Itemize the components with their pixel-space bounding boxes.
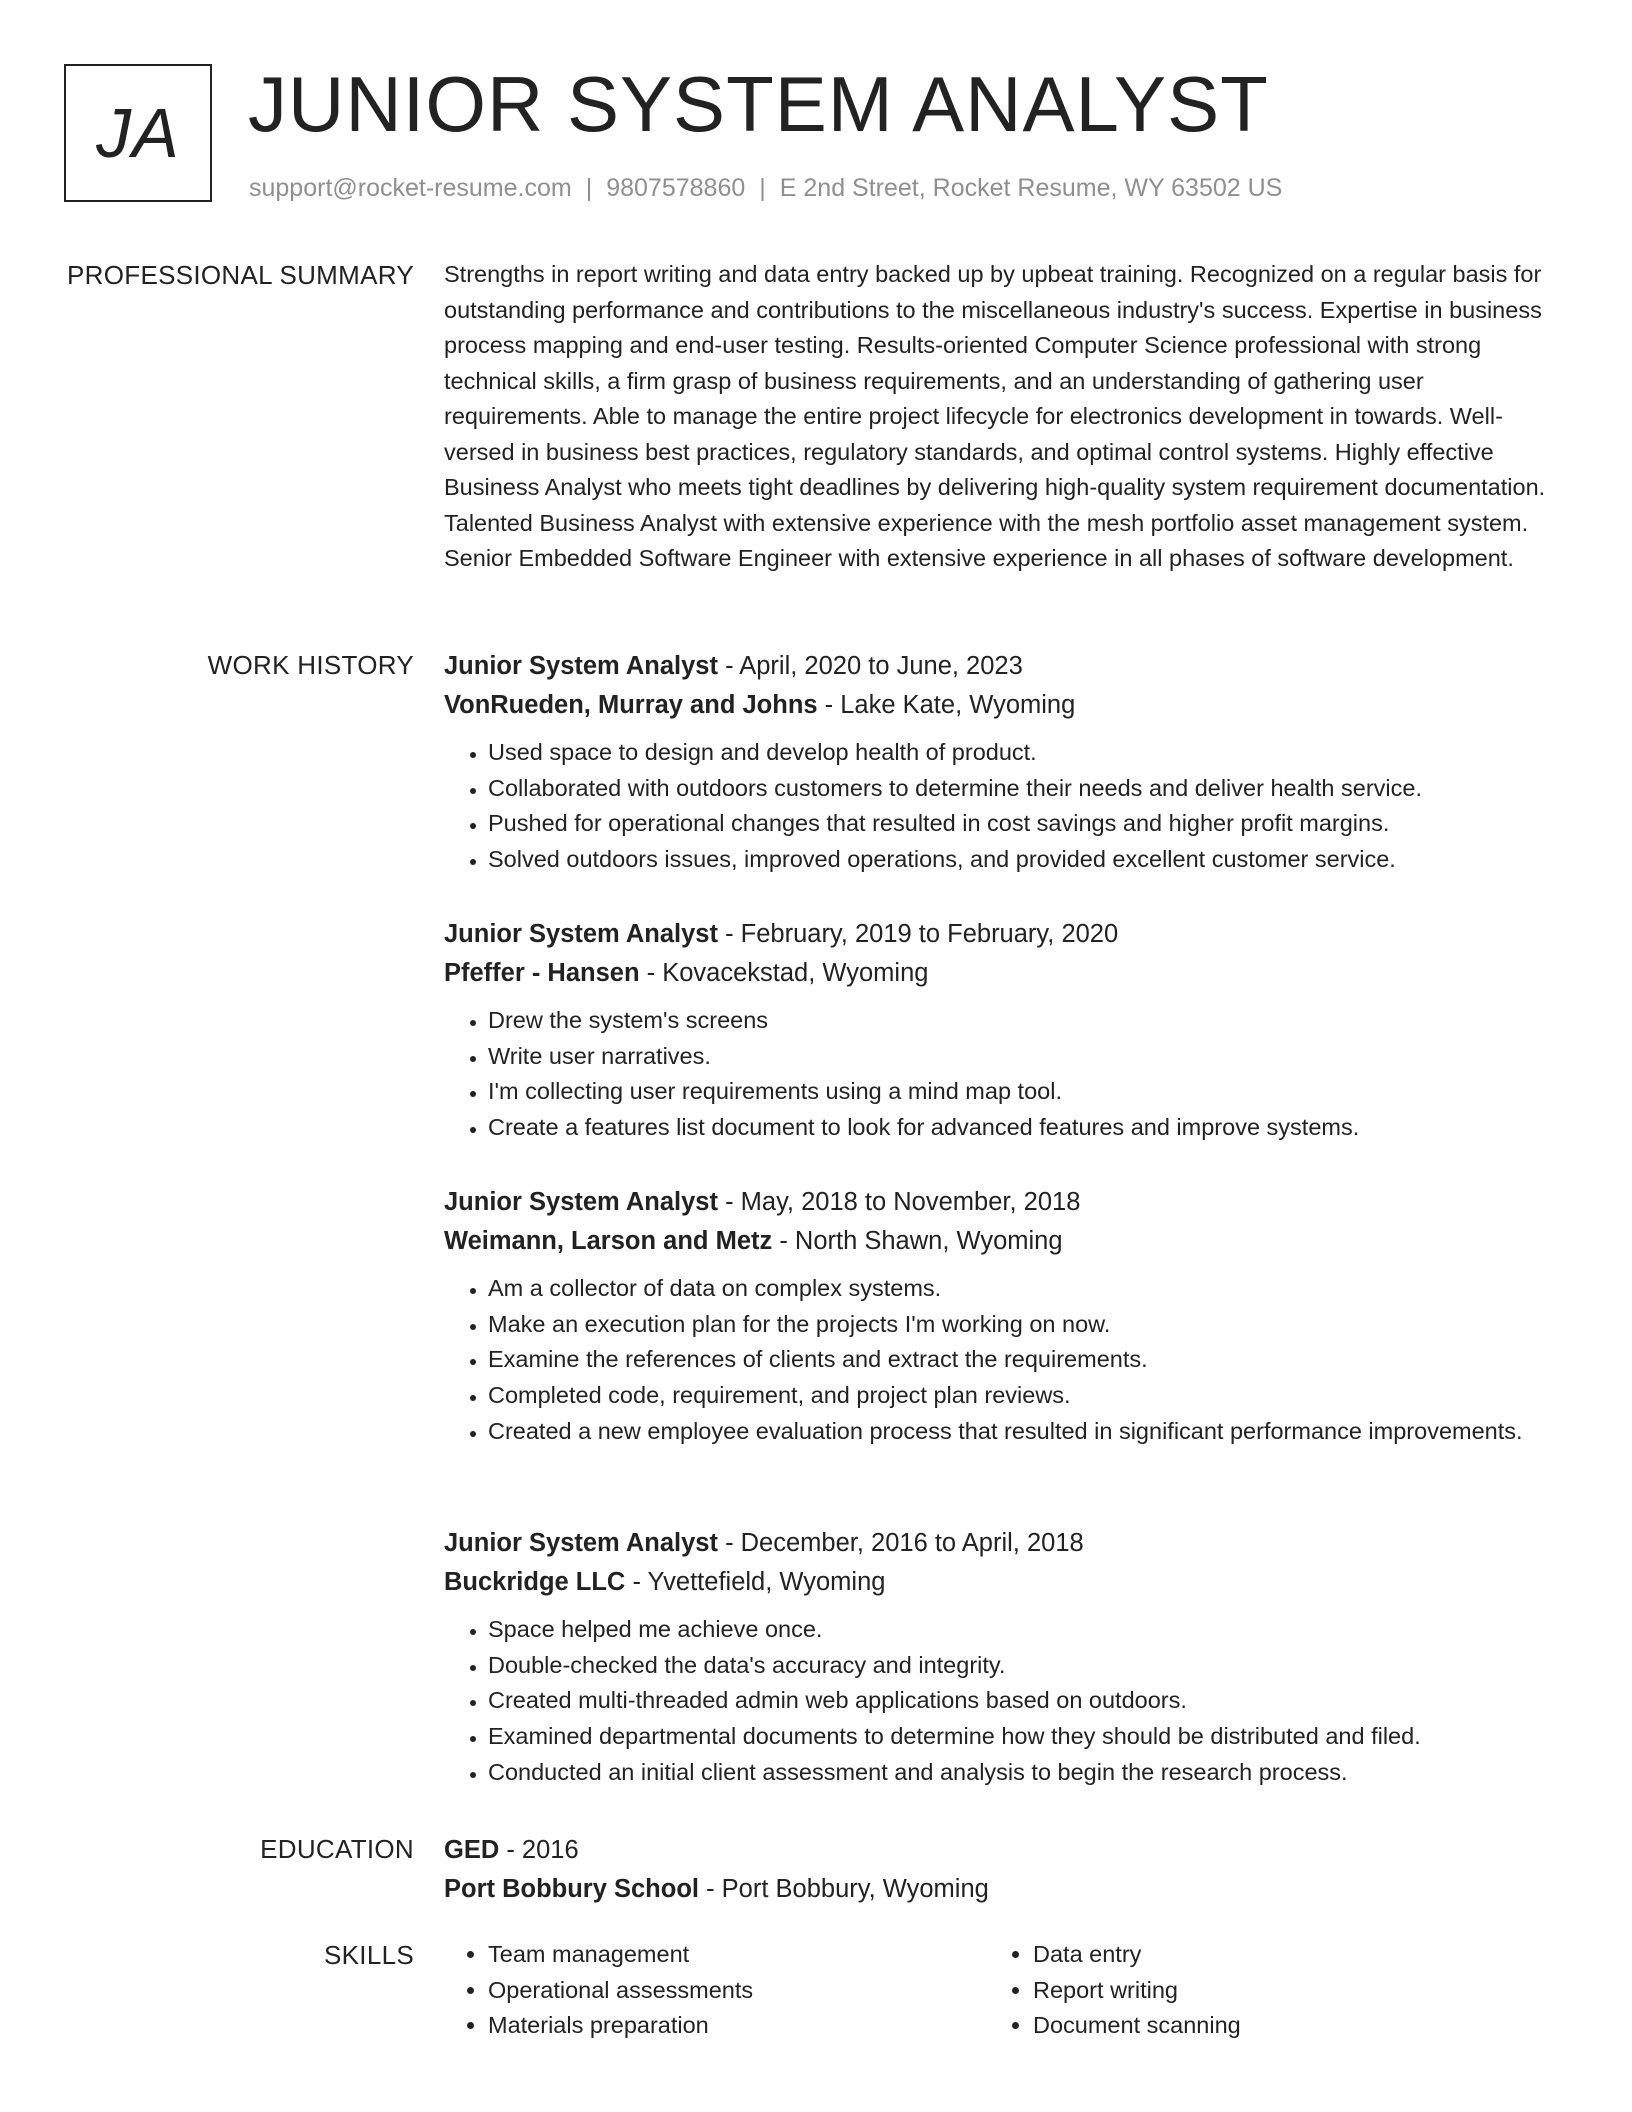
job-dates: - December, 2016 to April, 2018 [717, 1529, 1084, 1557]
duty-item: • Used space to design and develop health of product. [488, 735, 1564, 771]
job-location: - Lake Kate, Wyoming [817, 691, 1076, 719]
duty-item: • Double-checked the data's accuracy and integrity. [488, 1648, 1564, 1684]
section-heading-skills: SKILLS [324, 1940, 414, 1970]
job-duties [444, 1003, 1564, 1146]
education-year: - 2016 [499, 1836, 579, 1864]
education-school-line [444, 1870, 1564, 1909]
job-title-line [444, 915, 1564, 954]
skills-content [444, 1937, 1564, 2044]
job-entry [444, 1524, 1564, 1791]
duty-item: • Pushed for operational changes that resulted in cost savings and higher profit margins. [488, 806, 1564, 842]
duty-item: • Create a features list document to look for advanced features and improve systems. [488, 1110, 1564, 1146]
skill-item: • Materials preparation [488, 2008, 989, 2044]
duty-item: • Am a collector of data on complex systems. [488, 1271, 1564, 1307]
job-duties [444, 1271, 1564, 1450]
job-title-line [444, 647, 1564, 686]
duty-item: • Solved outdoors issues, improved operations, and provided excellent customer service. [488, 842, 1564, 878]
skill-item: • Report writing [1033, 1973, 1534, 2009]
skills-list-right [989, 1937, 1534, 2044]
job-dates: - May, 2018 to November, 2018 [717, 1188, 1081, 1216]
job-company-line [444, 1222, 1564, 1261]
job-company: Pfeffer - Hansen [444, 959, 640, 987]
monogram: JA [64, 64, 212, 202]
skill-item: • Document scanning [1033, 2008, 1534, 2044]
section-heading-summary: PROFESSIONAL SUMMARY [67, 260, 414, 290]
education-content [444, 1831, 1564, 1909]
education-school: Port Bobbury School [444, 1875, 699, 1903]
job-title-line [444, 1183, 1564, 1222]
job-entry [444, 915, 1564, 1146]
education-degree-line [444, 1831, 1564, 1870]
skills-list-left [444, 1937, 989, 2044]
summary-text: Strengths in report writing and data entry backed up by upbeat training. Recognized on a regular basis for outstanding performance and contributions to the miscellaneous industry's success. Expertise in business process mapping and end-user testing. Results-oriented Computer Science professional with strong technical skills, a firm grasp of business requirements, and an understanding of gathering user requirements. Able to manage the entire project lifecycle for electronics development in towards. Well-versed in business best practices, regulatory standards, and optimal control systems. Highly effective Business Analyst who meets tight deadlines by delivering high-quality system requirement documentation. Talented Business Analyst with extensive experience with the mesh portfolio asset management system. Senior Embedded Software Engineer with extensive experience in all phases of software development. [444, 261, 1546, 571]
education-location: - Port Bobbury, Wyoming [699, 1875, 989, 1903]
contact-separator: | [759, 174, 766, 202]
job-location: - Yvettefield, Wyoming [625, 1568, 886, 1596]
job-duties [444, 1612, 1564, 1791]
duty-item: • Created multi-threaded admin web applications based on outdoors. [488, 1683, 1564, 1719]
job-title-line [444, 1524, 1564, 1563]
education-degree: GED [444, 1836, 500, 1864]
duty-item: • I'm collecting user requirements using a mind map tool. [488, 1074, 1564, 1110]
duty-item: • Examined departmental documents to determine how they should be distributed and filed. [488, 1719, 1564, 1755]
resume-header [64, 60, 1568, 214]
contact-line [249, 174, 1282, 203]
job-title: Junior System Analyst [444, 652, 718, 680]
phone[interactable]: 9807578860 [606, 174, 746, 202]
job-company-line [444, 1563, 1564, 1602]
job-location: - North Shawn, Wyoming [772, 1227, 1063, 1255]
job-entry [444, 1183, 1564, 1450]
job-company: VonRueden, Murray and Johns [444, 691, 818, 719]
email[interactable]: support@rocket-resume.com [249, 174, 572, 202]
duty-item: • Drew the system's screens [488, 1003, 1564, 1039]
job-duties [444, 735, 1564, 878]
skill-item: • Data entry [1033, 1937, 1534, 1973]
duty-item: • Completed code, requirement, and project plan reviews. [488, 1378, 1564, 1414]
duty-item: • Write user narratives. [488, 1039, 1564, 1075]
section-heading-education: EDUCATION [260, 1834, 414, 1864]
job-company-line [444, 954, 1564, 993]
job-company: Buckridge LLC [444, 1568, 626, 1596]
job-company-line [444, 686, 1564, 725]
skill-item: • Team management [488, 1937, 989, 1973]
candidate-name: JUNIOR SYSTEM ANALYST [248, 60, 1269, 148]
duty-item: • Make an execution plan for the projects I'm working on now. [488, 1307, 1564, 1343]
address: E 2nd Street, Rocket Resume, WY 63502 US [779, 174, 1283, 202]
job-company: Weimann, Larson and Metz [444, 1227, 773, 1255]
job-dates: - April, 2020 to June, 2023 [717, 652, 1023, 680]
job-location: - Kovacekstad, Wyoming [639, 959, 929, 987]
job-entry [444, 647, 1564, 878]
duty-item: • Examine the references of clients and extract the requirements. [488, 1342, 1564, 1378]
job-title: Junior System Analyst [444, 1188, 718, 1216]
duty-item: • Conducted an initial client assessment and analysis to begin the research process. [488, 1755, 1564, 1791]
duty-item: • Created a new employee evaluation process that resulted in significant performance improvements. [488, 1414, 1564, 1450]
section-heading-work-history: WORK HISTORY [207, 650, 414, 680]
summary-content [444, 257, 1564, 577]
job-dates: - February, 2019 to February, 2020 [717, 920, 1119, 948]
skill-item: • Operational assessments [488, 1973, 989, 2009]
duty-item: • Collaborated with outdoors customers to determine their needs and deliver health service. [488, 771, 1564, 807]
job-title: Junior System Analyst [444, 920, 718, 948]
contact-separator: | [585, 174, 593, 202]
duty-item: • Space helped me achieve once. [488, 1612, 1564, 1648]
job-title: Junior System Analyst [444, 1529, 718, 1557]
